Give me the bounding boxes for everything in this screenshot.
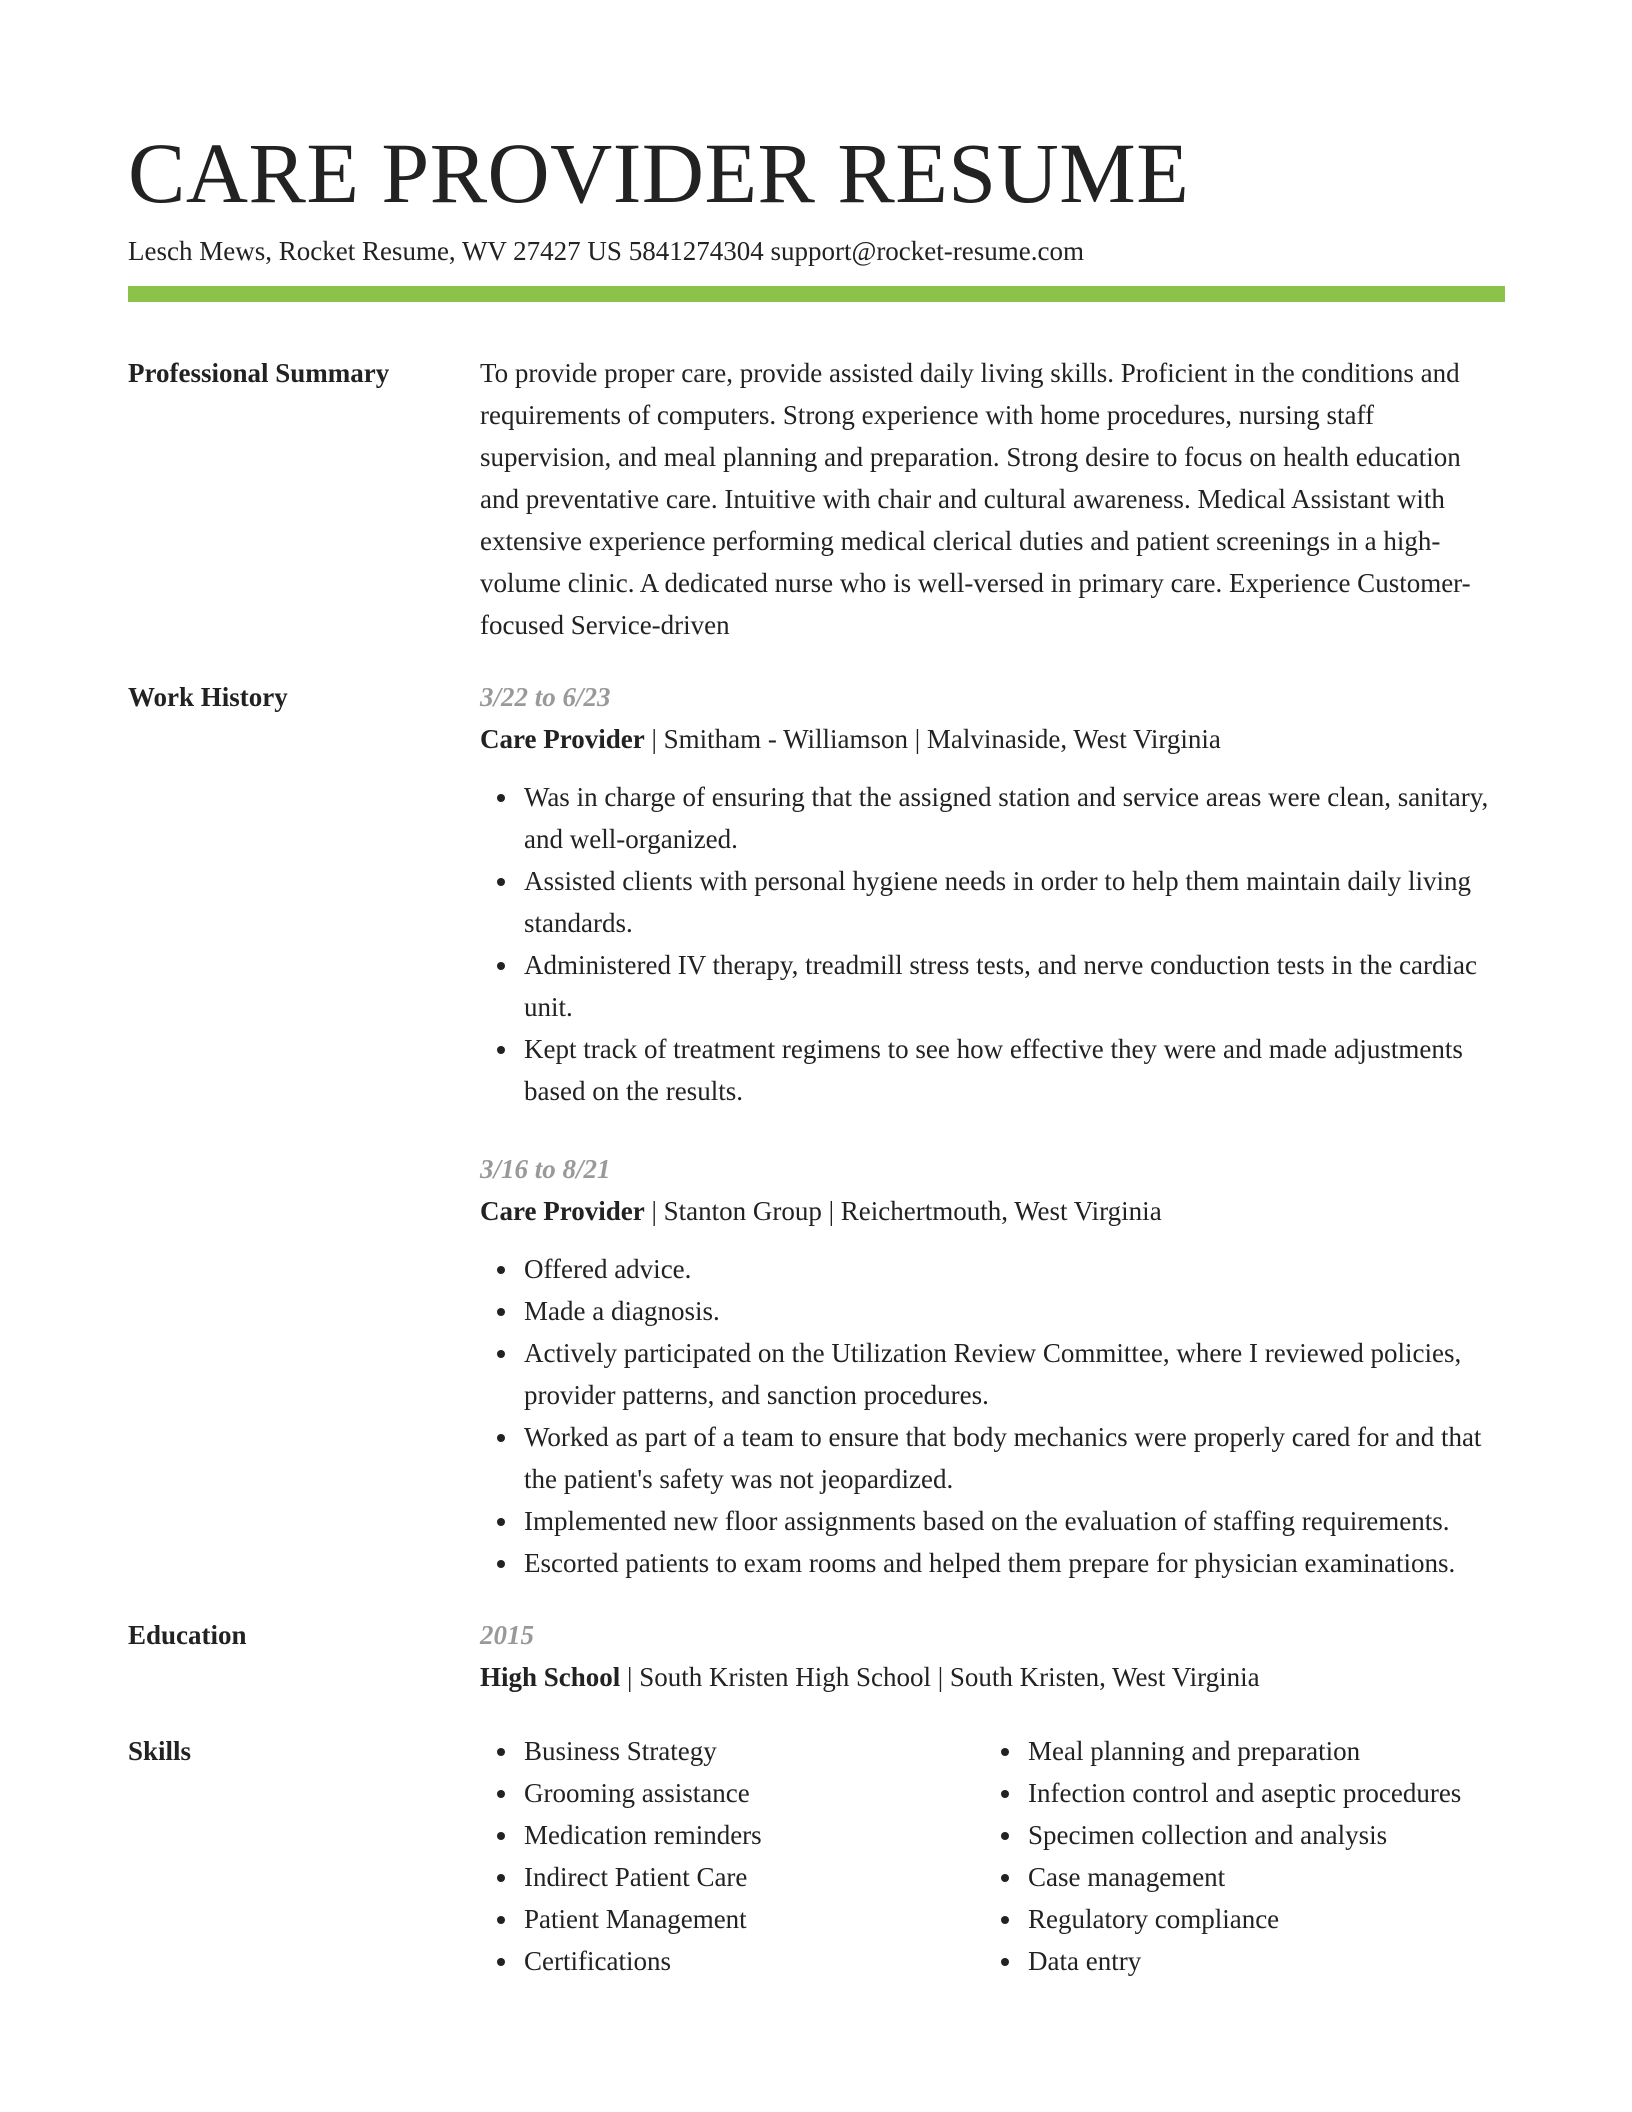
job-title: Care Provider xyxy=(480,1196,645,1226)
skills-column-right xyxy=(984,1730,1488,1982)
job-title: Care Provider xyxy=(480,724,645,754)
section-work-history xyxy=(128,676,1505,1584)
job-details: | Stanton Group | Reichertmouth, West Virginia xyxy=(644,1196,1162,1226)
section-label: Education xyxy=(128,1620,247,1650)
section-label: Professional Summary xyxy=(128,358,390,388)
skills-grid xyxy=(480,1730,1505,1982)
job-duties xyxy=(480,776,1505,1112)
job-role-line xyxy=(480,718,1505,760)
section-label: Skills xyxy=(128,1736,192,1766)
list-item: Data entry xyxy=(1028,1940,1488,1982)
list-item: Made a diagnosis. xyxy=(524,1290,1505,1332)
list-item: Business Strategy xyxy=(524,1730,984,1772)
skills-list xyxy=(480,1730,984,1982)
education-year: 2015 xyxy=(480,1620,534,1650)
page-title: CARE PROVIDER RESUME xyxy=(128,125,1190,221)
list-item: Kept track of treatment regimens to see how effective they were and made adjustments based on the results. xyxy=(524,1028,1505,1112)
job-role-line xyxy=(480,1190,1505,1232)
summary-text: To provide proper care, provide assisted daily living skills. Proficient in the conditions and requirements of computers. Strong experience with home procedures, nursing staff supervision, and meal planning and preparation. Strong desire to focus on health education and preventative care. Intuitive with chair and cultural awareness. Medical Assistant with extensive experience performing medical clerical duties and patient screenings in a high-volume clinic. A dedicated nurse who is well-versed in primary care. Experience Customer-focused Service-driven xyxy=(480,358,1471,640)
list-item: Offered advice. xyxy=(524,1248,1505,1290)
job-entry xyxy=(480,676,1505,1112)
section-education xyxy=(128,1614,1505,1698)
section-label: Work History xyxy=(128,682,288,712)
section-professional-summary xyxy=(128,352,1505,646)
job-dates: 3/22 to 6/23 xyxy=(480,682,611,712)
education-details: | South Kristen High School | South Kristen, West Virginia xyxy=(620,1662,1260,1692)
skills-column-left xyxy=(480,1730,984,1982)
list-item: Specimen collection and analysis xyxy=(1028,1814,1488,1856)
section-body xyxy=(480,1614,1505,1698)
list-item: Case management xyxy=(1028,1856,1488,1898)
list-item: Grooming assistance xyxy=(524,1772,984,1814)
list-item: Patient Management xyxy=(524,1898,984,1940)
list-item: Meal planning and preparation xyxy=(1028,1730,1488,1772)
list-item: Was in charge of ensuring that the assigned station and service areas were clean, sanitary, and well-organized. xyxy=(524,776,1505,860)
list-item: Regulatory compliance xyxy=(1028,1898,1488,1940)
job-duties xyxy=(480,1248,1505,1584)
list-item: Administered IV therapy, treadmill stress tests, and nerve conduction tests in the cardiac unit. xyxy=(524,944,1505,1028)
list-item: Indirect Patient Care xyxy=(524,1856,984,1898)
accent-divider xyxy=(128,286,1505,302)
list-item: Worked as part of a team to ensure that body mechanics were properly cared for and that the patient's safety was not jeopardized. xyxy=(524,1416,1505,1500)
list-item: Medication reminders xyxy=(524,1814,984,1856)
list-item: Implemented new floor assignments based on the evaluation of staffing requirements. xyxy=(524,1500,1505,1542)
job-details: | Smitham - Williamson | Malvinaside, West Virginia xyxy=(644,724,1221,754)
list-item: Escorted patients to exam rooms and helped them prepare for physician examinations. xyxy=(524,1542,1505,1584)
contact-line: Lesch Mews, Rocket Resume, WV 27427 US 5841274304 support@rocket-resume.com xyxy=(128,236,1084,266)
section-skills xyxy=(128,1730,1505,1982)
skills-list xyxy=(984,1730,1488,1982)
education-degree: High School xyxy=(480,1662,621,1692)
section-body xyxy=(480,676,1505,1584)
list-item: Actively participated on the Utilization Review Committee, where I reviewed policies, provider patterns, and sanction procedures. xyxy=(524,1332,1505,1416)
list-item: Assisted clients with personal hygiene needs in order to help them maintain daily living standards. xyxy=(524,860,1505,944)
job-dates: 3/16 to 8/21 xyxy=(480,1154,611,1184)
list-item: Certifications xyxy=(524,1940,984,1982)
resume-page xyxy=(128,118,1505,1982)
list-item: Infection control and aseptic procedures xyxy=(1028,1772,1488,1814)
resume-header xyxy=(128,118,1505,302)
education-line xyxy=(480,1656,1505,1698)
job-entry xyxy=(480,1148,1505,1584)
section-body xyxy=(480,352,1505,646)
